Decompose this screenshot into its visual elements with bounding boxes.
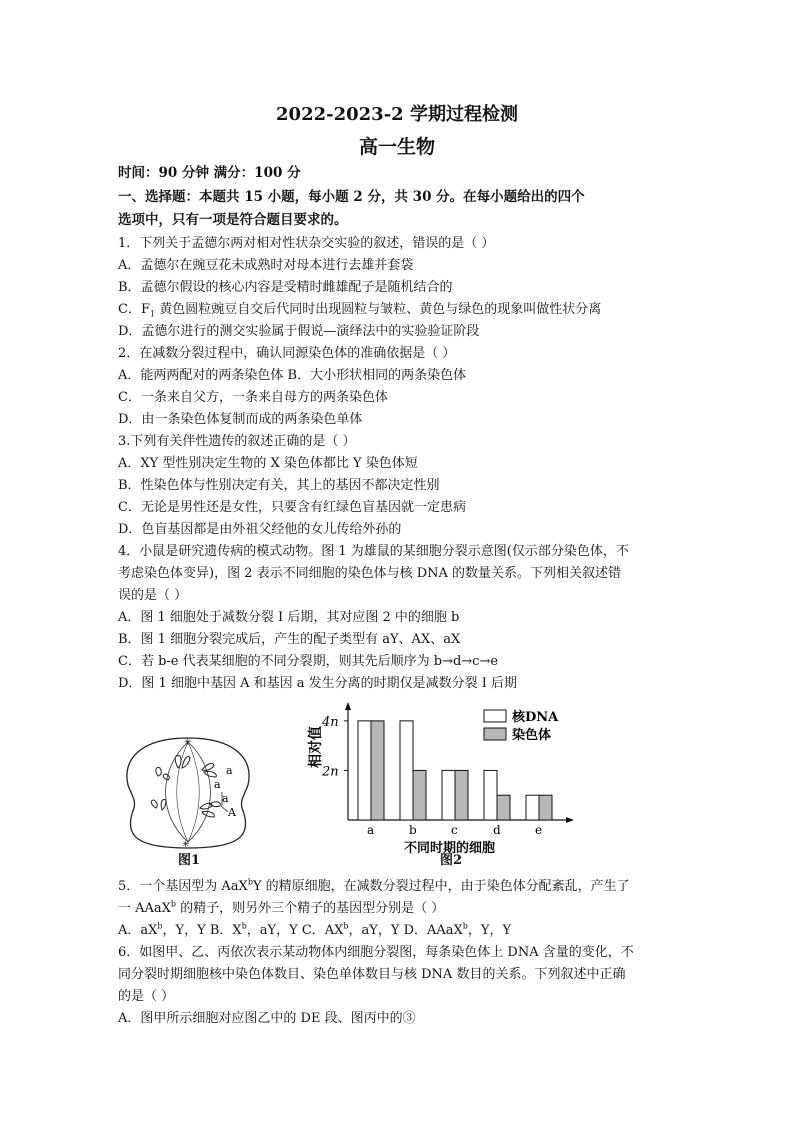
x-tick-label-d: d (493, 823, 501, 837)
q1-c-pre: C．F (118, 302, 150, 317)
q1-c-sub: 1 (149, 309, 156, 319)
q5-opt-a: A．aX (118, 923, 158, 938)
y-axis-arrow (345, 702, 351, 710)
bar-c-chromosome (455, 770, 468, 820)
x-axis-arrow (566, 817, 574, 823)
q5-stem-2 (118, 900, 444, 918)
chromosome-1 (175, 756, 181, 768)
q5-options (118, 922, 511, 940)
legend-label-chromosome: 染色体 (512, 728, 552, 743)
x-tick-label-b: b (409, 823, 417, 837)
q3-option-a: A．XY 型性别决定生物的 X 染色体都比 Y 染色体短 (118, 456, 418, 471)
y-tick-label-2n: 2n (322, 764, 339, 780)
q2-option-c: C．一条来自父方，一条来自母方的两条染色体 (118, 390, 388, 405)
gene-label-a-3: a (222, 792, 229, 805)
q5-stem2-a: 一 AAaX (118, 901, 171, 916)
centrosome-bottom: ✳ (182, 840, 190, 850)
bar-d-chromosome (497, 795, 510, 820)
exam-info: 时间：90 分钟 满分：100 分 (118, 165, 301, 181)
q6-stem-2: 同分裂时期细胞核中染色体数目、染色单体数目与核 DNA 数目的关系。下列叙述中正确 (118, 967, 626, 982)
q2-stem: 2．在减数分裂过程中，确认同源染色体的准确依据是（ ） (118, 346, 456, 361)
q5-stem2-sup: b (170, 899, 177, 909)
q5-stem-sup: b (247, 877, 253, 887)
q5-sup-2: b (241, 921, 247, 931)
chromosome-3 (202, 763, 214, 770)
bar-e-chromosome (539, 795, 552, 820)
bar-e-dna (526, 795, 539, 820)
chromosome-5 (156, 767, 161, 776)
q5-opt-b: ，Y，Y B．X (162, 923, 242, 938)
q1-c-post: 黄色圆粒豌豆自交后代同时出现圆粒与皱粒、黄色与绿色的现象叫做性状分离 (155, 302, 602, 317)
cell-membrane (127, 738, 249, 848)
gene-label-A: A (228, 806, 236, 819)
chromosome-4 (204, 771, 216, 777)
q5-sup-1: b (157, 921, 163, 931)
x-tick-label-c: c (451, 823, 458, 837)
legend-label-dna: 核DNA (512, 710, 559, 725)
bar-b-chromosome (413, 770, 426, 820)
q4-option-d: D．图 1 细胞中基因 A 和基因 a 发生分离的时期仅是减数分裂 I 后期 (118, 676, 518, 691)
q5-sup-4: b (462, 921, 468, 931)
q5-opt-e: ，Y，Y (467, 923, 512, 938)
figure-2-chart (300, 700, 590, 860)
subject-title: 高一生物 (358, 136, 435, 158)
q4-stem-2: 考虑染色体变异)，图 2 表示不同细胞的染色体与核 DNA 的数量关系。下列相关叙述错 (118, 566, 622, 581)
chromosome-2 (182, 756, 190, 768)
q3-stem: 3.下列有关伴性遗传的叙述正确的是（ ） (118, 434, 356, 449)
q1-option-d: D．孟德尔进行的测交实验属于假说—演绎法中的实验验证阶段 (118, 324, 480, 339)
bar-c-dna (442, 770, 455, 820)
gene-label-a-1: a (226, 764, 233, 777)
figure-2-caption: 图2 (440, 853, 463, 868)
q5-sup-3: b (343, 921, 349, 931)
y-axis-label: 相对值 (308, 726, 324, 768)
q6-stem-3: 的是（ ） (118, 989, 175, 1004)
q3-option-d: D．色盲基因都是由外祖父经他的女儿传给外孙的 (118, 522, 402, 537)
q2-option-d: D．由一条染色体复制而成的两条染色单体 (118, 412, 363, 427)
legend-swatch-chromosome (484, 728, 506, 740)
chromosome-7 (151, 800, 157, 808)
y-tick-label-4n: 4n (322, 714, 339, 730)
gene-label-a-2: a (214, 778, 221, 791)
x-axis-label: 不同时期的细胞 (404, 841, 496, 856)
exam-title: 2022-2023-2 学期过程检测 (276, 104, 518, 125)
q4-option-a: A．图 1 细胞处于减数分裂 I 后期，其对应图 2 中的细胞 b (118, 610, 460, 625)
section-heading-cont: 选项中，只有一项是符合题目要求的。 (118, 212, 348, 228)
x-tick-label-e: e (535, 823, 543, 837)
q6-stem-1: 6．如图甲、乙、丙依次表示某动物体内细胞分裂图，每条染色体上 DNA 含量的变化，不 (118, 945, 634, 960)
chromosome-6 (163, 774, 169, 780)
q6-option-a: A．图甲所示细胞对应图乙中的 DE 段、图丙中的③ (118, 1011, 416, 1026)
q1-stem: 1．下列关于孟德尔两对相对性状杂交实验的叙述，错误的是（ ） (118, 236, 495, 251)
gene-label-A-line (221, 806, 228, 812)
q5-stem-1 (118, 878, 630, 896)
chromosome-10 (202, 811, 214, 817)
q1-option-b: B．孟德尔假设的核心内容是受精时雌雄配子是随机结合的 (118, 280, 453, 295)
q5-stem-b: Y 的精原细胞，在减数分裂过程中，由于染色体分配紊乱，产生了 (252, 879, 630, 894)
q4-stem-3: 误的是（ ） (118, 588, 188, 603)
legend-swatch-dna (484, 710, 506, 722)
q5-stem2-b: 的精子，则另外三个精子的基因型分别是（ ） (176, 901, 445, 916)
q1-option-a: A．孟德尔在豌豆花未成熟时对母本进行去雄并套袋 (118, 258, 414, 273)
q3-option-c: C．无论是男性还是女性，只要含有红绿色盲基因就一定患病 (118, 500, 466, 515)
q5-stem-a: 5．一个基因型为 AaX (118, 879, 248, 894)
q5-opt-c: ，aY，Y C．AX (246, 923, 344, 938)
q4-stem-1: 4．小鼠是研究遗传病的模式动物。图 1 为雄鼠的某细胞分裂示意图(仅示部分染色体，不 (118, 544, 629, 559)
q4-option-c: C．若 b-e 代表某细胞的不同分裂期，则其先后顺序为 b→d→c→e (118, 654, 499, 669)
q1-option-c (118, 301, 601, 319)
centrosome-top: ✳ (184, 738, 192, 748)
q5-opt-d: ，aY，Y D．AAaX (348, 923, 463, 938)
chromosome-8 (161, 799, 166, 810)
bar-b-dna (400, 721, 413, 820)
x-tick-label-a: a (367, 823, 375, 837)
q4-option-b: B．图 1 细胞分裂完成后，产生的配子类型有 aY、AX、aX (118, 632, 461, 647)
bar-a-chromosome (371, 721, 384, 820)
bar-d-dna (484, 770, 497, 820)
q3-option-b: B．性染色体与性别决定有关，其上的基因不都决定性别 (118, 478, 440, 493)
bar-a-dna (358, 721, 371, 820)
section-heading: 一、选择题：本题共 15 小题，每小题 2 分，共 30 分。在每小题给出的四个 (118, 189, 585, 205)
figure-1-caption: 图1 (178, 853, 201, 868)
q2-option-ab: A．能两两配对的两条染色体 B．大小形状相同的两条染色体 (118, 368, 467, 383)
